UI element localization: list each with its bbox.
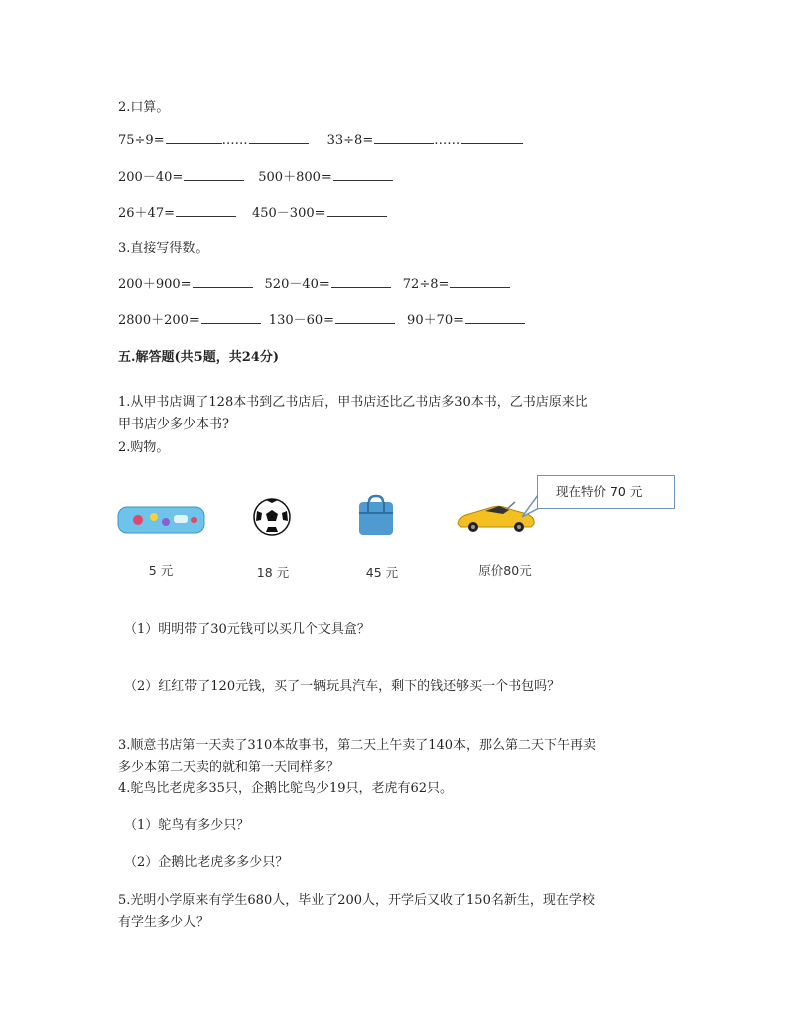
answer-blank[interactable] [465,311,525,324]
section5-title: 五.解答题(共5题，共24分) [118,350,279,365]
price-soccer-ball: 18 元 [256,565,290,580]
section3-title: 3.直接写得数。 [118,241,209,256]
q1-line2: 甲书店少多少本书? [118,417,229,432]
answer-blank[interactable] [176,204,236,217]
oral-calc-row-3 [118,202,387,221]
expr: 520－40= [264,277,330,292]
remainder-dots: …… [221,133,248,148]
oral-calc-row-1 [118,131,523,148]
answer-blank[interactable] [327,204,387,217]
answer-blank[interactable] [201,311,261,324]
q5-line1: 5.光明小学原来有学生680人，毕业了200人，开学后又收了150名新生，现在学校 [118,893,595,908]
q4-title: 4.鸵鸟比老虎多35只，企鹅比鸵鸟少19只，老虎有62只。 [118,781,454,796]
q2-sub1: （1）明明带了30元钱可以买几个文具盒？ [124,622,370,637]
answer-blank[interactable] [184,168,244,181]
q4-sub1: （1）鸵鸟有多少只？ [124,818,250,833]
soccer-ball-icon [252,497,292,537]
section2-title: 2.口算。 [118,100,170,115]
price-toy-car: 原价80元 [478,563,532,578]
q1-line1: 1.从甲书店调了128本书到乙书店后，甲书店还比乙书店多30本书，乙书店原来比 [118,395,588,410]
answer-blank[interactable] [166,131,222,144]
price-pencil-case: 5 元 [148,563,174,578]
expr: 130－60= [268,313,335,328]
expr: 450－300= [251,206,326,221]
expr: 72÷8= [402,277,450,292]
direct-calc-row-1 [118,273,510,292]
expr: 2800＋200= [118,313,200,328]
sale-price-bubble: 现在特价 70 元 [537,475,675,509]
answer-blank[interactable] [333,168,393,181]
answer-blank[interactable] [450,275,510,288]
answer-blank[interactable] [331,275,391,288]
direct-calc-row-2 [118,309,525,328]
q4-sub2: （2）企鹅比老虎多多少只？ [124,855,289,870]
oral-calc-row-2 [118,166,393,185]
expr: 75÷9= [118,133,165,148]
answer-blank[interactable] [374,131,434,144]
expr: 26＋47= [118,206,175,221]
pencil-case-icon [116,503,206,537]
q3-line2: 多少本第二天卖的就和第一天同样多？ [118,760,340,775]
remainder-blank[interactable] [249,131,309,144]
remainder-blank[interactable] [461,131,523,144]
answer-blank[interactable] [193,275,253,288]
remainder-dots: …… [434,133,461,148]
q5-line2: 有学生多少人？ [118,915,210,930]
q3-line1: 3.顺意书店第一天卖了310本故事书，第二天上午卖了140本，那么第二天下午再卖 [118,738,597,753]
q2-sub2: （2）红红带了120元钱，买了一辆玩具汽车，剩下的钱还够买一个书包吗？ [124,679,561,694]
expr: 200－40= [118,170,184,185]
expr: 33÷8= [326,133,374,148]
expr: 500＋800= [258,170,332,185]
school-bag-icon [356,494,396,538]
expr: 90＋70= [407,313,465,328]
answer-blank[interactable] [335,311,395,324]
q2-title: 2.购物。 [118,440,170,455]
expr: 200＋900= [118,277,192,292]
price-school-bag: 45 元 [365,565,399,580]
